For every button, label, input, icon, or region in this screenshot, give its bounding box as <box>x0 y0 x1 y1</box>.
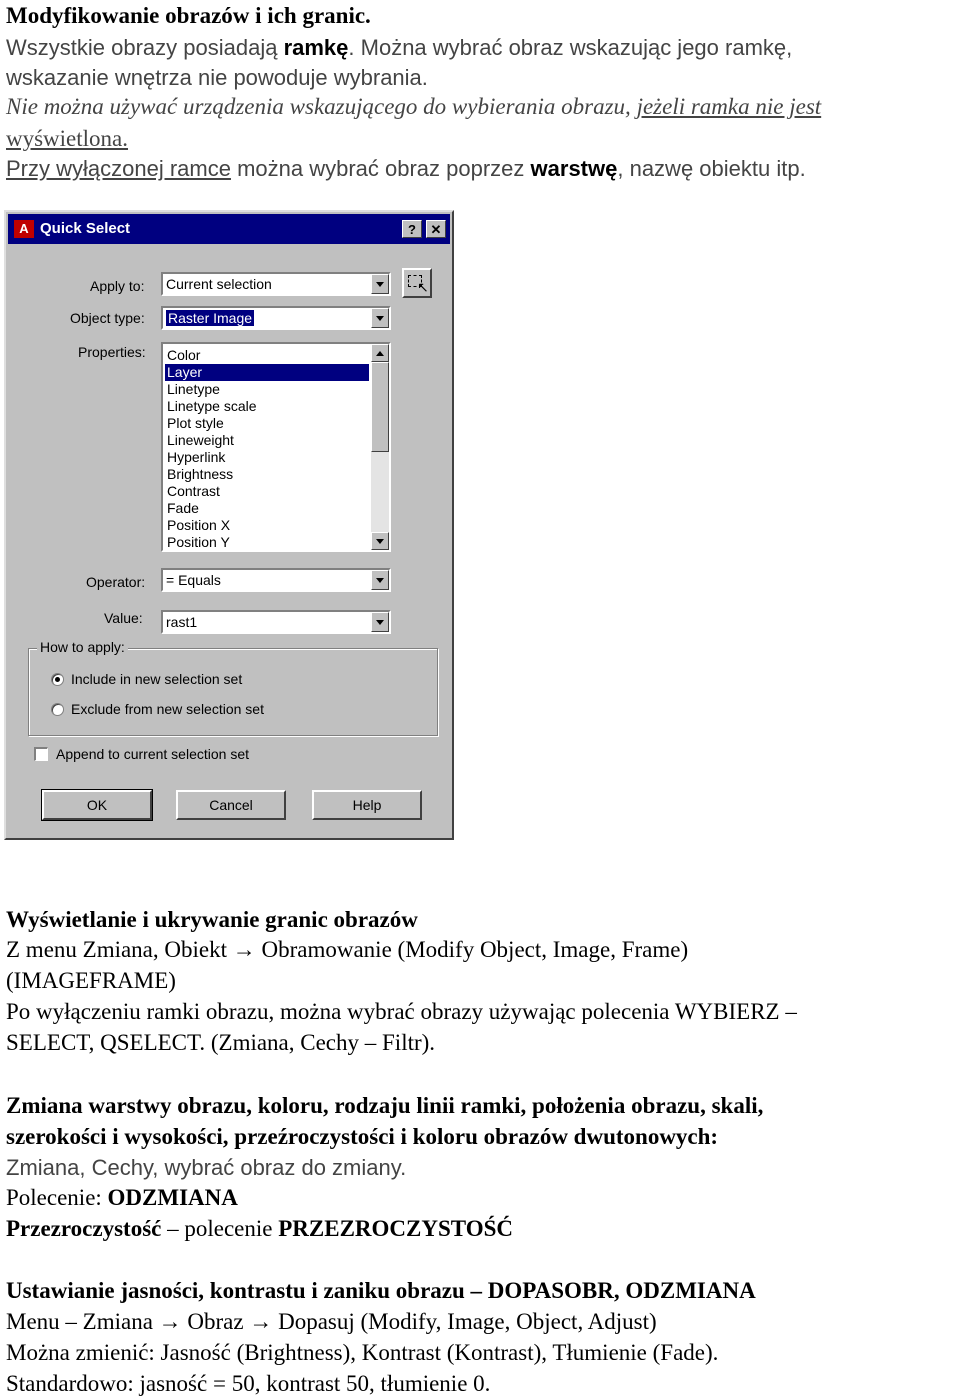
scroll-down-icon[interactable] <box>371 532 389 550</box>
object-type-label: Object type: <box>70 310 145 326</box>
section2-line-2: Polecenie: ODZMIANA <box>6 1185 238 1210</box>
chevron-down-icon[interactable] <box>371 274 389 294</box>
help-question-button[interactable]: ? <box>402 220 422 238</box>
arrow-right-icon: → <box>158 1309 182 1334</box>
value-label: Value: <box>104 610 143 626</box>
ok-button[interactable]: OK <box>42 790 152 820</box>
apply-to-dropdown[interactable] <box>161 272 391 296</box>
scroll-thumb[interactable] <box>371 362 389 452</box>
property-item[interactable]: Position X <box>167 517 231 533</box>
append-label[interactable]: Append to current selection set <box>56 746 250 762</box>
append-checkbox[interactable] <box>34 747 48 761</box>
header-line-3: wskazanie wnętrza nie powoduje wybrania. <box>6 65 428 90</box>
object-type-value: Raster Image <box>168 310 253 326</box>
cursor-arrow-icon: ↖ <box>417 279 429 295</box>
property-item[interactable]: Plot style <box>167 415 224 431</box>
section1-line-4: SELECT, QSELECT. (Zmiana, Cechy – Filtr). <box>6 1030 436 1055</box>
operator-label: Operator: <box>86 574 146 590</box>
apply-to-label: Apply to: <box>90 278 145 294</box>
exclude-label[interactable]: Exclude from new selection set <box>71 701 264 717</box>
section3-heading: Ustawianie jasności, kontrastu i zaniku obrazu – DOPASOBR, ODZMIANA <box>6 1278 756 1303</box>
arrow-right-icon: → <box>232 937 256 962</box>
property-item[interactable]: Linetype <box>167 381 220 397</box>
property-item[interactable]: Layer <box>165 364 369 381</box>
include-label[interactable]: Include in new selection set <box>71 671 243 687</box>
apply-to-value: Current selection <box>166 276 272 292</box>
select-objects-button[interactable] <box>402 268 432 298</box>
property-item[interactable]: Contrast <box>167 483 220 499</box>
section2-line-1: Zmiana, Cechy, wybrać obraz do zmiany. <box>6 1155 407 1180</box>
section2-heading-2: szerokości i wysokości, przeźroczystości i koloru obrazów dwutonowych: <box>6 1124 719 1149</box>
property-item[interactable]: Fade <box>167 500 199 516</box>
properties-label: Properties: <box>78 344 146 360</box>
cancel-button[interactable]: Cancel <box>176 790 286 820</box>
section1-line-1: Z menu Zmiana, Obiekt → Obramowanie (Modify Object, Image, Frame) <box>6 937 689 962</box>
operator-dropdown[interactable] <box>161 568 391 592</box>
arrow-right-icon: → <box>249 1309 273 1334</box>
object-type-dropdown[interactable] <box>161 306 391 330</box>
properties-scrollbar[interactable] <box>371 344 389 550</box>
section3-line-2: Można zmienić: Jasność (Brightness), Kontrast (Kontrast), Tłumienie (Fade). <box>6 1340 719 1365</box>
header-line-4: Nie można używać urządzenia wskazującego do wybierania obrazu, jeżeli ramka nie jest <box>6 94 822 119</box>
header-line-2: Wszystkie obrazy posiadają ramkę. Można wybrać obraz wskazując jego ramkę, <box>6 35 793 60</box>
exclude-radio[interactable] <box>51 703 64 716</box>
properties-listbox[interactable] <box>161 342 391 552</box>
dialog-title: Quick Select <box>40 220 131 237</box>
how-to-apply-group <box>28 639 438 736</box>
section1-line-2: (IMAGEFRAME) <box>6 968 176 993</box>
property-item[interactable]: Brightness <box>167 466 234 482</box>
dialog-titlebar <box>8 214 450 244</box>
property-item[interactable]: Position Y <box>167 534 230 550</box>
properties-list <box>165 347 369 551</box>
section2-line-3: Przezroczystość – polecenie PRZEZROCZYSTOŚĆ <box>6 1216 514 1241</box>
property-item[interactable]: Lineweight <box>167 432 234 448</box>
header-line-5: wyświetlona. <box>6 126 129 151</box>
quick-select-dialog <box>4 210 454 840</box>
value-dropdown[interactable] <box>161 610 391 634</box>
header-title: Modyfikowanie obrazów i ich granic. <box>6 3 371 28</box>
chevron-down-icon[interactable] <box>371 612 389 632</box>
how-to-apply-label: How to apply: <box>37 639 128 655</box>
autocad-app-icon: A <box>14 220 34 238</box>
header-line-6: Przy wyłączonej ramce można wybrać obraz poprzez warstwę, nazwę obiektu itp. <box>6 156 806 181</box>
close-button[interactable]: ✕ <box>426 220 446 238</box>
chevron-down-icon[interactable] <box>371 570 389 590</box>
property-item[interactable]: Linetype scale <box>167 398 257 414</box>
property-item[interactable]: Hyperlink <box>167 449 226 465</box>
operator-value: = Equals <box>166 572 221 588</box>
chevron-down-icon[interactable] <box>371 308 389 328</box>
include-radio[interactable] <box>51 673 64 686</box>
scroll-up-icon[interactable] <box>371 344 389 362</box>
help-button[interactable]: Help <box>312 790 422 820</box>
section1-heading: Wyświetlanie i ukrywanie granic obrazów <box>6 907 418 932</box>
section3-line-1: Menu – Zmiana → Obraz → Dopasuj (Modify, Image, Object, Adjust) <box>6 1309 657 1334</box>
value-value: rast1 <box>166 614 198 630</box>
section2-heading-1: Zmiana warstwy obrazu, koloru, rodzaju linii ramki, położenia obrazu, skali, <box>6 1093 764 1118</box>
section3-line-3: Standardowo: jasność = 50, kontrast 50, tłumienie 0. <box>6 1371 491 1396</box>
property-item[interactable]: Color <box>167 347 201 363</box>
section1-line-3: Po wyłączeniu ramki obrazu, można wybrać obrazy używając polecenia WYBIERZ – <box>6 999 797 1024</box>
